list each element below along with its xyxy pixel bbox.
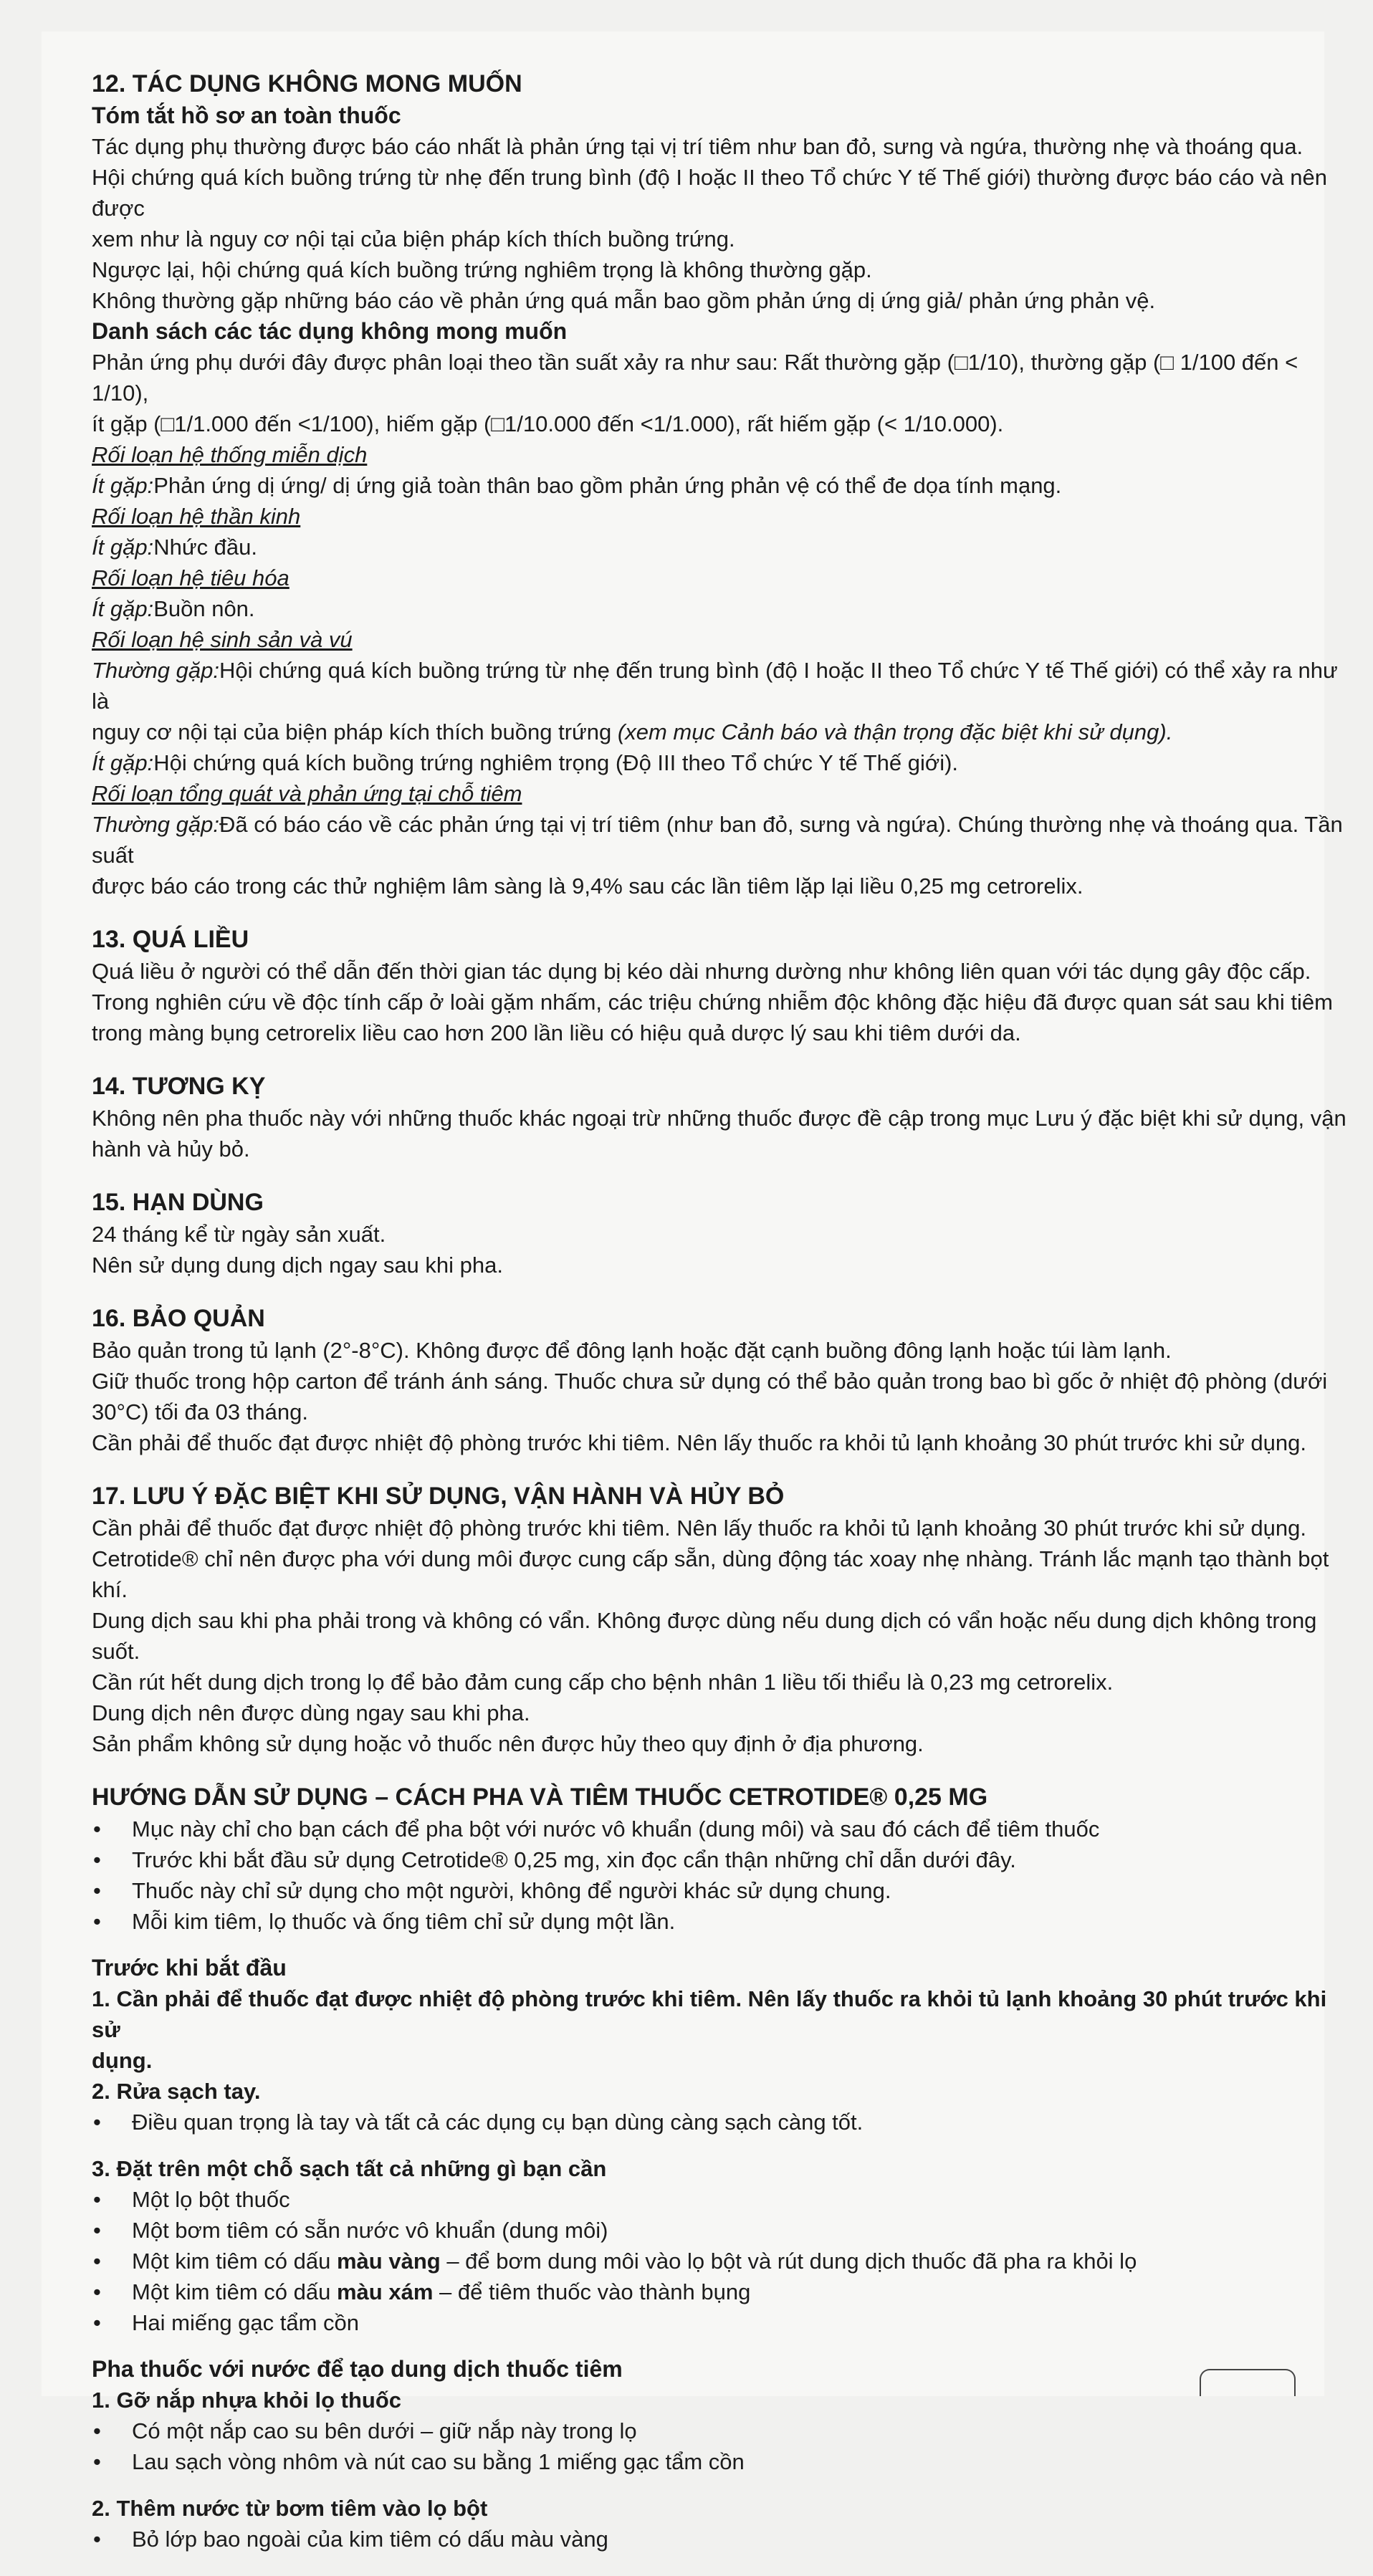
step-bullet-list — [92, 2415, 1353, 2477]
document-body — [92, 67, 1353, 2576]
section-title: 14. TƯƠNG KỴ — [92, 1073, 266, 1100]
frequency-label: Ít gặp: — [92, 535, 154, 560]
paragraph-line: Ngược lại, hội chứng quá kích buồng trứng nghiêm trọng là không thường gặp. — [92, 257, 872, 282]
item-highlight: màu vàng — [336, 2249, 441, 2274]
entry-text: Hội chứng quá kích buồng trứng từ nhẹ đến trung bình (độ I hoặc II theo Tổ chức Y tế Thế giới) có thể xảy ra như là — [92, 658, 1338, 714]
item-text: – để bơm dung môi vào lọ bột và rút dung dịch thuốc đã pha ra khỏi lọ — [440, 2249, 1137, 2274]
category-heading: Rối loạn tổng quát và phản ứng tại chỗ tiêm — [92, 781, 522, 806]
paragraph-line: Nên sử dụng dung dịch ngay sau khi pha. — [92, 1253, 503, 1278]
entry-text: nguy cơ nội tại của biện pháp kích thích buồng trứng — [92, 719, 612, 744]
section-storage — [92, 1302, 1353, 1458]
guide-bullet-list — [92, 1814, 1353, 1937]
entry-text: Hội chứng quá kích buồng trứng nghiêm trọng (Độ III theo Tổ chức Y tế Thế giới). — [153, 750, 959, 775]
paragraph-line: Giữ thuốc trong hộp carton để tránh ánh sáng. Thuốc chưa sử dụng có thể bảo quản trong bao bì gốc ở nhiệt độ phòng (dưới — [92, 1369, 1328, 1394]
section-title: 15. HẠN DÙNG — [92, 1189, 264, 1216]
section-overdose — [92, 923, 1353, 1048]
list-item: • Trước khi bắt đầu sử dụng Cetrotide® 0,25 mg, xin đọc cẩn thận những chỉ dẫn dưới đây. — [92, 1844, 1353, 1875]
category-entry — [92, 470, 1353, 501]
item-text: Một kim tiêm có dấu — [132, 2279, 337, 2304]
step-bullet-list — [92, 2524, 1353, 2555]
list-item: • Điều quan trọng là tay và tất cả các dụng cụ bạn dùng càng sạch càng tốt. — [92, 2107, 1353, 2137]
mix-title: Pha thuốc với nước để tạo dung dịch thuốc tiêm — [92, 2356, 623, 2382]
section-usage-guide — [92, 1781, 1353, 2555]
category-heading: Rối loạn hệ thống miễn dịch — [92, 442, 368, 467]
list-title: Danh sách các tác dụng không mong muốn — [92, 318, 568, 344]
section-title: 17. LƯU Ý ĐẶC BIỆT KHI SỬ DỤNG, VẬN HÀNH VÀ HỦY BỎ — [92, 1483, 785, 1510]
list-item: • Có một nắp cao su bên dưới – giữ nắp này trong lọ — [92, 2415, 1353, 2446]
list-item: • Một lọ bột thuốc — [92, 2184, 1353, 2215]
list-item: • Thuốc này chỉ sử dụng cho một người, không để người khác sử dụng chung. — [92, 1875, 1353, 1906]
list-item: • Bỏ lớp bao ngoài của kim tiêm có dấu màu vàng — [92, 2524, 1353, 2555]
category-entry — [92, 593, 1353, 624]
category-entry — [92, 809, 1353, 871]
paragraph-line: Sản phẩm không sử dụng hoặc vỏ thuốc nên được hủy theo quy định ở địa phương. — [92, 1731, 924, 1756]
category-entry — [92, 747, 1353, 778]
paragraph-line: Phản ứng phụ dưới đây được phân loại theo tần suất xảy ra như sau: Rất thường gặp (□1/10), thường gặp (□ 1/100 đến < 1/10), — [92, 350, 1298, 406]
section-side-effects — [92, 67, 1353, 901]
frequency-label: Thường gặp: — [92, 812, 219, 837]
paragraph-line: Không thường gặp những báo cáo về phản ứng quá mẫn bao gồm phản ứng dị ứng giả/ phản ứng phản vệ. — [92, 288, 1156, 313]
list-item: • Mỗi kim tiêm, lọ thuốc và ống tiêm chỉ sử dụng một lần. — [92, 1906, 1353, 1937]
paragraph-line: ít gặp (□1/1.000 đến <1/100), hiếm gặp (□1/10.000 đến <1/1.000), rất hiếm gặp (< 1/10.000). — [92, 411, 1004, 436]
entry-text: Đã có báo cáo về các phản ứng tại vị trí tiêm (như ban đỏ, sưng và ngứa). Chúng thường nhẹ và thoáng qua. Tần suất — [92, 812, 1343, 868]
list-item — [92, 2276, 1353, 2307]
paragraph-line: Dung dịch sau khi pha phải trong và không có vẩn. Không được dùng nếu dung dịch có vẩn hoặc nếu dung dịch không trong suốt. — [92, 1608, 1317, 1664]
frequency-label: Ít gặp: — [92, 596, 154, 621]
category-entry — [92, 532, 1353, 562]
section-title: HƯỚNG DẪN SỬ DỤNG – CÁCH PHA VÀ TIÊM THUỐC CETROTIDE® 0,25 MG — [92, 1783, 988, 1811]
paragraph-line: hành và hủy bỏ. — [92, 1136, 250, 1162]
step-line: 3. Đặt trên một chỗ sạch tất cả những gì bạn cần — [92, 2156, 607, 2181]
paragraph-line: Tác dụng phụ thường được báo cáo nhất là phản ứng tại vị trí tiêm như ban đỏ, sưng và ngứa, thường nhẹ và thoáng qua. — [92, 134, 1303, 159]
paragraph-line: 24 tháng kể từ ngày sản xuất. — [92, 1222, 386, 1247]
paragraph-line: Quá liều ở người có thể dẫn đến thời gian tác dụng bị kéo dài nhưng dường như không liên quan với tác dụng gây độc cấp. — [92, 959, 1311, 984]
paragraph-line: Cần rút hết dung dịch trong lọ để bảo đảm cung cấp cho bệnh nhân 1 liều tối thiểu là 0,23 mg cetrorelix. — [92, 1670, 1114, 1695]
paragraph-line: Cetrotide® chỉ nên được pha với dung môi được cung cấp sẵn, dùng động tác xoay nhẹ nhàng. Tránh lắc mạnh tạo thành bọt khí. — [92, 1546, 1329, 1602]
list-item: • Lau sạch vòng nhôm và nút cao su bằng 1 miếng gạc tẩm cồn — [92, 2446, 1353, 2477]
list-item: • Một bơm tiêm có sẵn nước vô khuẩn (dung môi) — [92, 2215, 1353, 2246]
paragraph-line: xem như là nguy cơ nội tại của biện pháp kích thích buồng trứng. — [92, 226, 735, 252]
paragraph-line: Cần phải để thuốc đạt được nhiệt độ phòng trước khi tiêm. Nên lấy thuốc ra khỏi tủ lạnh khoảng 30 phút trước khi sử dụng. — [92, 1430, 1306, 1455]
frequency-label: Thường gặp: — [92, 658, 219, 683]
paragraph-line: Trong nghiên cứu về độc tính cấp ở loài gặm nhấm, các triệu chứng nhiễm độc không đặc hiệu đã được quan sát sau khi tiêm — [92, 990, 1333, 1015]
list-item: • Mục này chỉ cho bạn cách để pha bột với nước vô khuẩn (dung môi) và sau đó cách để tiêm thuốc — [92, 1814, 1353, 1844]
step-line: 1. Cần phải để thuốc đạt được nhiệt độ phòng trước khi tiêm. Nên lấy thuốc ra khỏi tủ lạnh khoảng 30 phút trước khi sử — [92, 1986, 1327, 2042]
entry-text: Phản ứng dị ứng/ dị ứng giả toàn thân bao gồm phản ứng phản vệ có thể đe dọa tính mạng. — [153, 473, 1062, 498]
step-line: 1. Gỡ nắp nhựa khỏi lọ thuốc — [92, 2388, 402, 2413]
document-page — [42, 32, 1346, 2552]
category-entry — [92, 655, 1353, 717]
category-heading: Rối loạn hệ sinh sản và vú — [92, 627, 353, 652]
cross-reference: (xem mục Cảnh báo và thận trọng đặc biệt khi sử dụng). — [617, 719, 1173, 744]
paragraph-line: Không nên pha thuốc này với những thuốc khác ngoại trừ những thuốc được đề cập trong mục Lưu ý đặc biệt khi sử dụng, vận — [92, 1106, 1346, 1131]
paragraph-line: Dung dịch nên được dùng ngay sau khi pha. — [92, 1700, 530, 1725]
paragraph-line: 30°C) tối đa 03 tháng. — [92, 1399, 308, 1425]
item-text: Một kim tiêm có dấu — [132, 2249, 337, 2274]
paragraph-line: Hội chứng quá kích buồng trứng từ nhẹ đến trung bình (độ I hoặc II theo Tổ chức Y tế Thế giới) thường được báo cáo và nên được — [92, 165, 1327, 221]
page-corner-mark — [1200, 2369, 1296, 2396]
list-item: • Hai miếng gạc tẩm cồn — [92, 2307, 1353, 2338]
category-entry — [92, 717, 1353, 747]
summary-title: Tóm tắt hồ sơ an toàn thuốc — [92, 102, 401, 128]
list-item — [92, 2246, 1353, 2276]
before-start-title: Trước khi bắt đầu — [92, 1955, 287, 1981]
step-bullet-list — [92, 2107, 1353, 2137]
paragraph-line: Bảo quản trong tủ lạnh (2°-8°C). Không được để đông lạnh hoặc đặt cạnh buồng đông lạnh hoặc túi làm lạnh. — [92, 1338, 1172, 1363]
category-entry — [92, 871, 1353, 901]
section-shelf-life — [92, 1186, 1353, 1280]
entry-text: Buồn nôn. — [153, 596, 255, 621]
section-title: 12. TÁC DỤNG KHÔNG MONG MUỐN — [92, 70, 522, 97]
frequency-label: Ít gặp: — [92, 473, 154, 498]
paragraph-line: trong màng bụng cetrorelix liều cao hơn 200 lần liều có hiệu quả dược lý sau khi tiêm dưới da. — [92, 1020, 1021, 1045]
step-line: dụng. — [92, 2048, 153, 2073]
step-line: 2. Thêm nước từ bơm tiêm vào lọ bột — [92, 2496, 488, 2521]
section-title: 13. QUÁ LIỀU — [92, 926, 249, 953]
paragraph-line: Cần phải để thuốc đạt được nhiệt độ phòng trước khi tiêm. Nên lấy thuốc ra khỏi tủ lạnh khoảng 30 phút trước khi sử dụng. — [92, 1516, 1306, 1541]
supplies-list — [92, 2184, 1353, 2338]
category-heading: Rối loạn hệ tiêu hóa — [92, 565, 290, 590]
category-heading: Rối loạn hệ thần kinh — [92, 504, 301, 529]
section-title: 16. BẢO QUẢN — [92, 1305, 265, 1332]
section-incompatibilities — [92, 1070, 1353, 1164]
entry-text: Nhức đầu. — [153, 535, 258, 560]
step-line: 2. Rửa sạch tay. — [92, 2079, 261, 2104]
section-handling — [92, 1480, 1353, 1759]
item-highlight: màu xám — [336, 2279, 434, 2304]
frequency-label: Ít gặp: — [92, 750, 154, 775]
item-text: – để tiêm thuốc vào thành bụng — [433, 2279, 751, 2304]
entry-text: được báo cáo trong các thử nghiệm lâm sàng là 9,4% sau các lần tiêm lặp lại liều 0,25 mg cetrorelix. — [92, 873, 1083, 899]
